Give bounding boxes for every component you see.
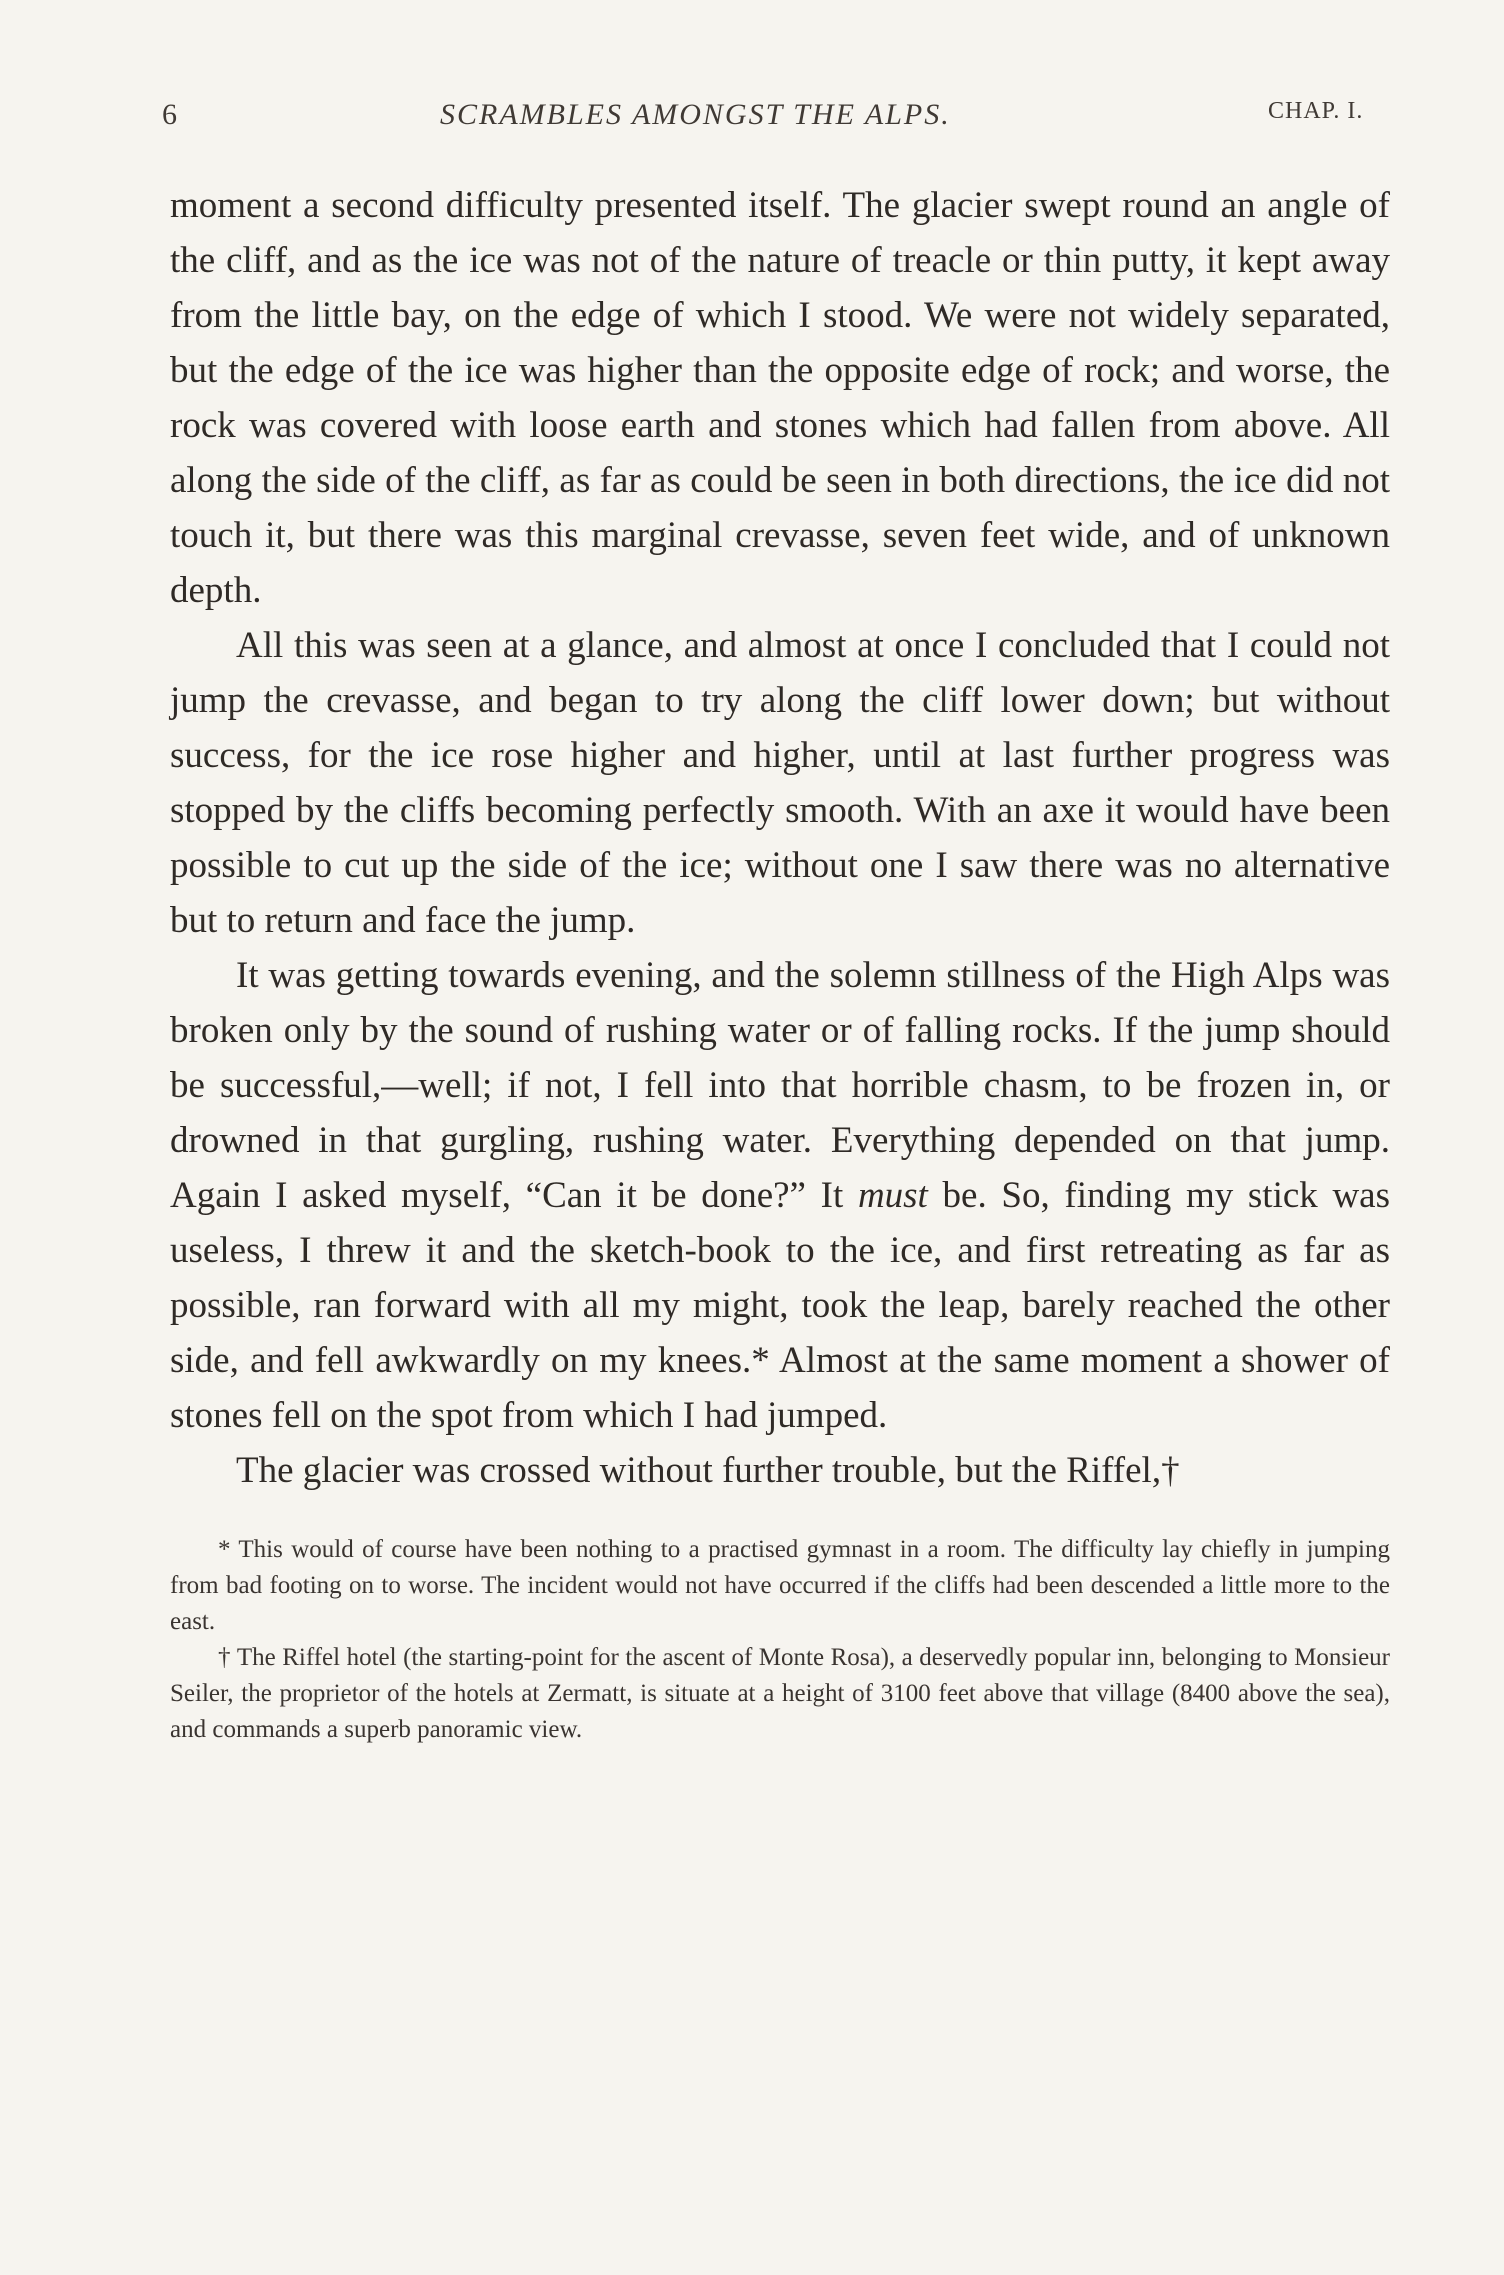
paragraph-1: moment a second difficulty presented itself. The glacier swept round an angle of the cliff, and as the ice was not of the nature of treacle or thin putty, it kept away from the little bay, on the edge of which I stood. We were not widely separated, but the edge of the ice was higher than the opposite edge of rock; and worse, the rock was covered with loose earth and stones which had fallen from above. All along the side of the cliff, as far as could be seen in both directions, the ice did not touch it, but there was this marginal crevasse, seven feet wide, and of unknown depth. xyxy=(170,185,1390,611)
footnote-1: * This would of course have been nothing to a practised gymnast in a room. The difficulty lay chiefly in jumping from bad footing on to worse. The incident would not have occurred if the cliffs had been descended a little more to the east. xyxy=(170,1536,1390,1635)
paragraph-2: All this was seen at a glance, and almost at once I concluded that I could not jump the crevasse, and began to try along the cliff lower down; but without success, for the ice rose higher and higher, until at last further progress was stopped by the cliffs becoming perfectly smooth. With an axe it would have been possible to cut up the side of the ice; without one I saw there was no alternative but to return and face the jump. xyxy=(170,625,1390,941)
paragraph-3-part-1: It was getting towards evening, and the solemn stillness of the High Alps was broken only by the sound of rushing water or of falling rocks. If the jump should be successful,—well; if not, I fell into that horrible chasm, to be frozen in, or drowned in that gurgling, rushing water. Everything depended on that jump. Again I asked myself, “Can it be done?” It xyxy=(170,955,1390,1216)
page-header xyxy=(0,98,1504,138)
paragraph-4: The glacier was crossed without further trouble, but the Riffel,† xyxy=(236,1450,1180,1491)
page-number: 6 xyxy=(162,98,178,131)
footnote-2: † The Riffel hotel (the starting-point for the ascent of Monte Rosa), a deservedly popular inn, belonging to Monsieur Seiler, the proprietor of the hotels at Zermatt, is situate at a height of 3100 feet above that village (8400 above the sea), and commands a superb panoramic view. xyxy=(170,1644,1390,1743)
paragraph-3 xyxy=(170,948,1390,1443)
page-content xyxy=(170,178,1390,1748)
footnotes xyxy=(170,1532,1390,1748)
main-text xyxy=(170,178,1390,1498)
chapter-label: CHAP. I. xyxy=(1268,98,1364,124)
running-title: SCRAMBLES AMONGST THE ALPS. xyxy=(440,98,951,131)
paragraph-3-emphasis: must xyxy=(857,1175,928,1216)
paragraph-3-part-2: be. So, finding my stick was useless, I threw it and the sketch-book to the ice, and first retreating as far as possible, ran forward with all my might, took the leap, barely reached the other side, and fell awkwardly on my knees.* Almost at the same moment a shower of stones fell on the spot from which I had jumped. xyxy=(170,1175,1391,1436)
